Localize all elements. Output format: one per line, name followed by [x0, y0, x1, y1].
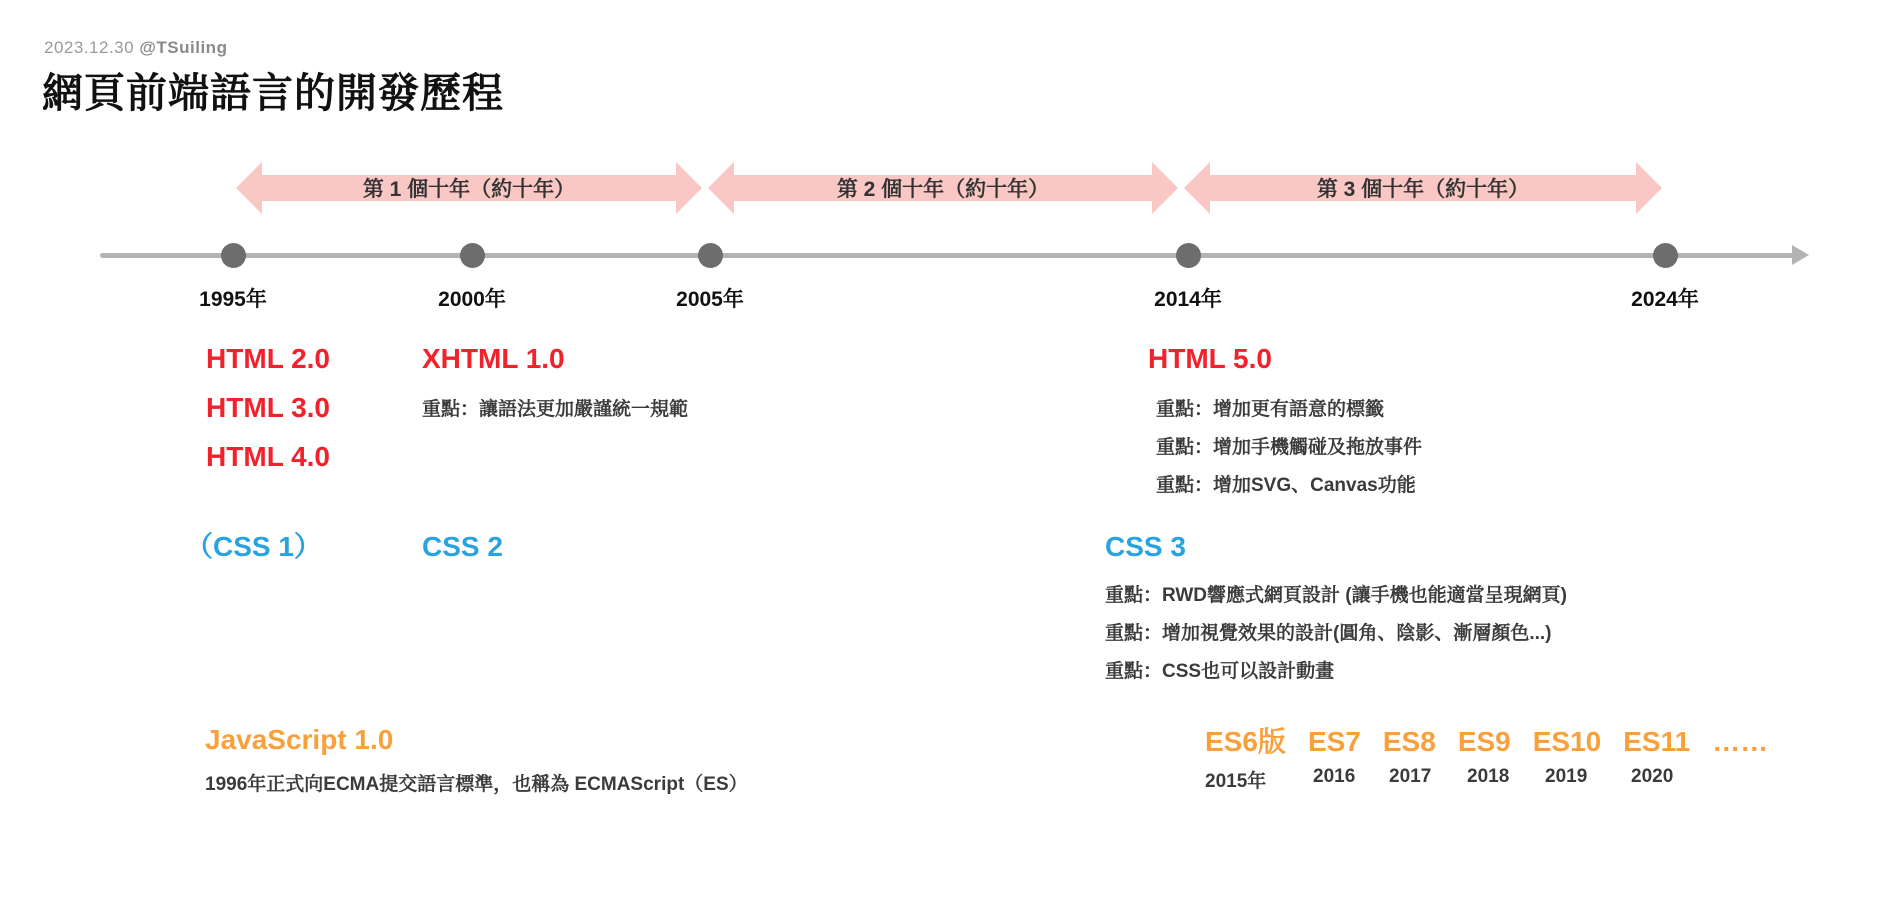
- decade-band-2: [708, 162, 1178, 214]
- es-versions-row: [1205, 720, 1790, 760]
- timeline-dot: [460, 243, 485, 268]
- decade-label: 第 2 個十年（約十年）: [836, 178, 1050, 201]
- javascript-group: [205, 720, 748, 804]
- html5-note: 重點：增加SVG、Canvas功能: [1156, 475, 1416, 496]
- css3-note: 重點：增加視覺效果的設計(圓角、陰影、漸層顏色...): [1105, 623, 1552, 644]
- xhtml-note: 重點：讓語法更加嚴謹統一規範: [422, 399, 689, 420]
- es-version-ellipsis: ……: [1712, 726, 1769, 757]
- css1-label: [185, 527, 322, 567]
- timeline-dot: [221, 243, 246, 268]
- css2-label: [422, 527, 503, 567]
- decade-label: 第 1 個十年（約十年）: [362, 178, 576, 201]
- es-version-label: ES11: [1623, 726, 1691, 757]
- timeline-year-label: 1995年: [199, 288, 267, 311]
- meta-line: [44, 38, 227, 58]
- timeline-arrow-head-icon: [1792, 245, 1809, 265]
- timeline-dot: [1176, 243, 1201, 268]
- html-version-label: HTML 3.0: [206, 392, 330, 423]
- css2-title: CSS 2: [422, 531, 503, 562]
- es-year-label: 2016: [1313, 766, 1356, 787]
- timeline-year-label: 2014年: [1154, 288, 1222, 311]
- html5-note: 重點：增加更有語意的標籤: [1156, 399, 1385, 420]
- html5-title: HTML 5.0: [1148, 343, 1272, 374]
- css3-title: CSS 3: [1105, 531, 1186, 562]
- html5-group: [1148, 334, 1422, 505]
- javascript-title: JavaScript 1.0: [205, 724, 394, 755]
- html-version-label: HTML 4.0: [206, 441, 330, 472]
- es-year-label: 2020: [1631, 766, 1674, 787]
- es-year-label: 2017: [1389, 766, 1432, 787]
- meta-author: @TSuiling: [139, 38, 228, 57]
- es-version-label: ES6版: [1205, 726, 1286, 757]
- html5-note: 重點：增加手機觸碰及拖放事件: [1156, 437, 1423, 458]
- page-title: 網頁前端語言的開發歷程: [42, 70, 504, 116]
- timeline-year-label: 2005年: [676, 288, 744, 311]
- timeline-axis: [100, 253, 1800, 258]
- es-year-label: 2018: [1467, 766, 1510, 787]
- html-1995-group: [0, 334, 330, 481]
- css3-note: 重點：CSS也可以設計動畫: [1105, 661, 1335, 682]
- xhtml-title: XHTML 1.0: [422, 343, 565, 374]
- css3-group: [1105, 527, 1567, 691]
- es-year-label: 2015年: [1205, 771, 1267, 792]
- es-version-label: ES7: [1307, 726, 1361, 757]
- es-years-row: [1205, 766, 1693, 793]
- decade-label: 第 3 個十年（約十年）: [1316, 178, 1530, 201]
- xhtml-group: [422, 334, 688, 429]
- timeline-year-label: 2024年: [1631, 288, 1699, 311]
- javascript-note: 1996年正式向ECMA提交語言標準，也稱為 ECMAScript（ES）: [205, 774, 748, 795]
- meta-date: 2023.12.30: [44, 38, 135, 57]
- css1-title: （CSS 1）: [185, 531, 322, 562]
- html-version-label: HTML 2.0: [206, 343, 330, 374]
- decade-band-3: [1184, 162, 1662, 214]
- es-version-label: ES9: [1457, 726, 1511, 757]
- css3-note: 重點：RWD響應式網頁設計 (讓手機也能適當呈現網頁): [1105, 585, 1567, 606]
- decade-arrows: [0, 162, 1900, 218]
- es-year-label: 2019: [1545, 766, 1588, 787]
- es-version-label: ES8: [1382, 726, 1436, 757]
- timeline-dot: [1653, 243, 1678, 268]
- timeline-year-label: 2000年: [438, 288, 506, 311]
- es-version-label: ES10: [1532, 726, 1602, 757]
- decade-band-1: [236, 162, 702, 214]
- timeline-dot: [698, 243, 723, 268]
